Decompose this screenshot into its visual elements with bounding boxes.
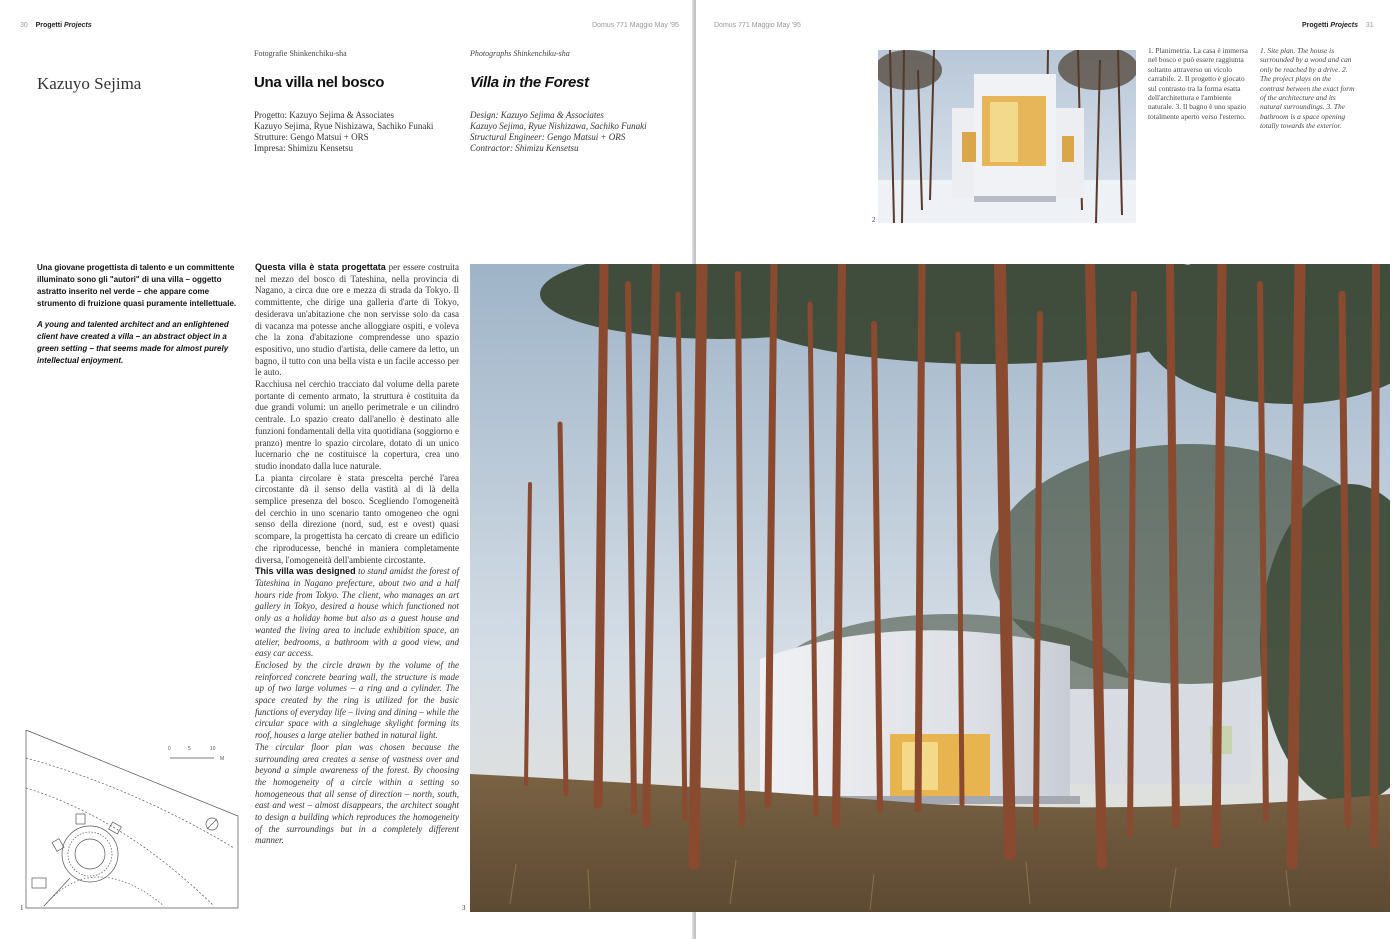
photo-credit-it: Fotografie Shinkenchiku-sha — [254, 49, 347, 58]
title-italian: Una villa nel bosco — [254, 74, 385, 91]
scale-tick-10: 10 — [210, 746, 216, 752]
body-paragraph-it-2: Racchiusa nel cerchio tracciato dal volume della parete portante di cemento armato, la struttura è costituita da due grandi volumi: un anello perimetrale e un cilindro centrale. Lo spazio creato dall'anello è destinato alle funzioni fondamentali della vita quotidiana (soggiorno e pranzo) mentre lo spazio circolare, dotato di un unico lucernario che ne costituisce la copertura, crea uno studio inondato dalla luce naturale. — [255, 379, 459, 471]
body-paragraph-en-1: This villa was designed to stand amidst the forest of Tateshina in Nagano prefecture, about two and a half hours ride from Tokyo. The client, who manages an art gallery in Tokyo, desired a house which functioned not only as a holiday home but also as a guest house and wanted the living area to include exhibition space, an atelier, bedrooms, a bathroom with a good view, and easy car access. — [255, 566, 459, 659]
credit-line: Progetto: Kazuyo Sejima & Associates — [254, 110, 394, 120]
credit-line: Kazuyo Sejima, Ryue Nishizawa, Sachiko Funaki — [254, 121, 434, 131]
right-issue: Domus 771 Maggio May '95 — [714, 22, 801, 29]
credit-line: Impresa: Shimizu Kensetsu — [254, 143, 353, 153]
abstract — [37, 262, 241, 367]
credits-italian — [254, 110, 433, 154]
title-english: Villa in the Forest — [470, 74, 589, 91]
body-paragraph-en-2: Enclosed by the circle drawn by the volume of the reinforced concrete bearing wall, the structure is made up of two large volumes – a ring and a cylinder. The space created by the ring is utilized for the basic functions of everyday life – living and dining – while the circular space with a singlehuge skylight forming its roof, houses a large atelier bathed in natural light. — [255, 659, 459, 741]
section-it: Progetti — [1302, 22, 1329, 29]
credit-line: Contractor: Shimizu Kensetsu — [470, 143, 579, 153]
body-paragraph-it-1: Questa villa è stata progettata per essere costruita nel mezzo del bosco di Tateshina, nella provincia di Nagano, a circa due ore e mezza di strada da Tokyo. Il committente, che dirige una galleria d'arte di Tokyo, desiderava un'abitazione che non servisse solo da casa di vacanza ma potesse anche alloggiare ospiti, e voleva che la zona d'abitazione comprendesse uno spazio espositivo, uno studio d'artista, delle camere da letto, un bagno, il tutto con una bella vista e un facile accesso per le auto. — [255, 262, 459, 378]
credits-english — [470, 110, 647, 154]
page-number: 31 — [1365, 22, 1374, 29]
right-folio — [1302, 22, 1374, 29]
scale-unit: M — [220, 756, 225, 762]
abstract-english: A young and talented architect and an enlightened client have created a villa – an abstract object in a green setting – that seems made for almost purely intellectual enjoyment. — [37, 320, 229, 365]
figure-number-plan: 1 — [20, 904, 24, 912]
figure-number-small: 2 — [872, 216, 876, 224]
scale-tick-5: 5 — [188, 746, 191, 752]
abstract-italian: Una giovane progettista di talento e un committente illuminato sono gli "autori" di una villa – oggetto astratto inserito nel verde – che appare come strumento di fruizione quasi puramente intellettuale. — [37, 263, 237, 308]
caption-italian: 1. Planimetria. La casa è immersa nel bosco e può essere raggiunta soltanto attraverso un vicolo carrabile. 2. Il progetto è giocato sul contrasto tra la forma esatta dell'architettura e l'ambiente naturale. 3. Il bagno è uno spazio totalmente aperto verso l'esterno. — [1148, 46, 1248, 121]
photo-villa-snow — [878, 50, 1136, 223]
author-name: Kazuyo Sejima — [37, 74, 142, 93]
section-en: Projects — [63, 22, 92, 29]
site-plan-svg — [24, 728, 240, 910]
scale-tick-0: 0 — [168, 746, 171, 752]
body-paragraph-en-3: The circular floor plan was chosen because the surrounding area creates a sense of vastness over and beyond a simple awareness of the forest. By choosing the homogeneity of a circle within a setting so homogeneous that all sense of direction – north, south, east and west – almost disappears, the architect sought to design a building which reproduces the homogeneity of the surroundings but in a completely different manner. — [255, 741, 459, 846]
body-paragraph-it-3: La pianta circolare è stata prescelta perché l'area circostante dà il senso della vastità al di là della semplice presenza del bosco. Scegliendo l'omogeneità del cerchio in uno scenario tanto omogeneo che ogni senso della direzione (nord, sud, est e ovest) quasi scompare, la progettista ha cercato di creare un edificio che riproducesse, benché in maniera completamente diversa, l'omogeneità dell'ambiente circostante. — [255, 472, 459, 565]
body-text-column — [255, 262, 459, 847]
credit-line: Design: Kazuyo Sejima & Associates — [470, 110, 604, 120]
photo-villa-snow-svg — [878, 50, 1136, 223]
photo-credit-en: Photographs Shinkenchiku-sha — [470, 49, 570, 58]
section-en: Projects — [1330, 22, 1359, 29]
site-plan-drawing — [24, 728, 240, 910]
photo-villa-forest-svg — [470, 264, 1390, 912]
section-it: Progetti — [35, 22, 63, 29]
figure-number-main: 3 — [462, 904, 466, 912]
credit-line: Structural Engineer: Gengo Matsui + ORS — [470, 132, 626, 142]
left-issue: Domus 771 Maggio May '95 — [592, 22, 679, 29]
caption-english: 1. Site plan. The house is surrounded by a wood and can only be reached by a drive. 2. The project plays on the contrast between the exact form of the architecture and its natural surroundings. 3. The bathroom is a space opening totally towards the exterior. — [1260, 46, 1355, 131]
page-number: 30 — [20, 22, 28, 29]
left-folio — [20, 22, 92, 29]
photo-villa-forest — [470, 264, 1390, 912]
credit-line: Kazuyo Sejima, Ryue Nishizawa, Sachiko Funaki — [470, 121, 647, 131]
credit-line: Strutture: Gengo Matsui + ORS — [254, 132, 369, 142]
